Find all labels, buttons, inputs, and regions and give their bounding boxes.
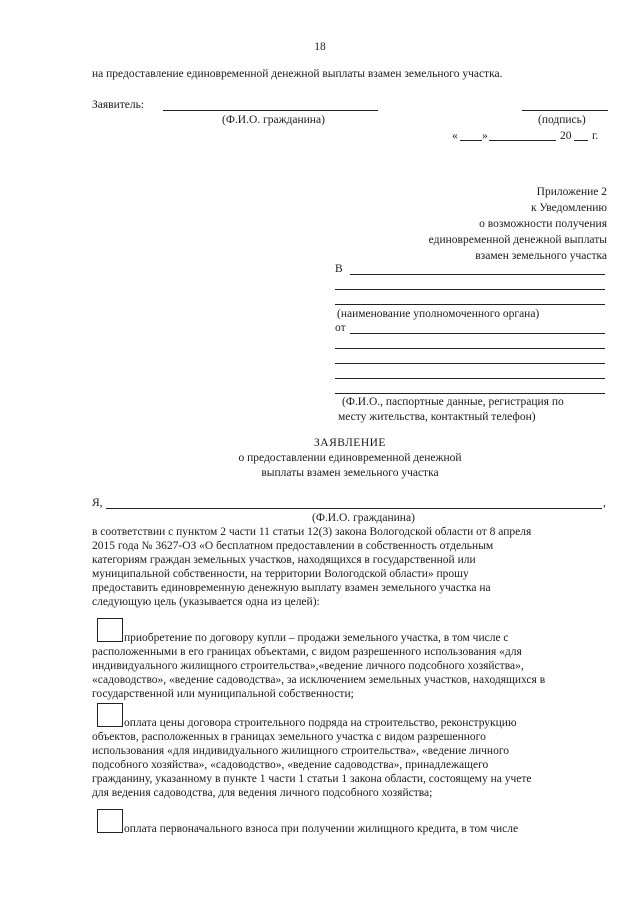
- option-line: подсобного хозяйства», «садоводство», «ведение садоводства», принадлежащего: [92, 759, 489, 771]
- applicant-details-line-2[interactable]: [335, 348, 605, 349]
- applicant-caption: (Ф.И.О. гражданина): [222, 114, 325, 126]
- signature-caption: (подпись): [538, 114, 586, 126]
- intro-line: предоставить единовременную денежную выплату взамен земельного участка на: [92, 582, 491, 594]
- option-line: государственной или муниципальной собственности;: [92, 688, 354, 700]
- option-credit-checkbox[interactable]: [97, 809, 123, 833]
- option-line: приобретение по договору купли – продажи земельного участка, в том числе с: [124, 632, 509, 644]
- option-line: оплата первоначального взноса при получении жилищного кредита, в том числе: [124, 823, 519, 835]
- intro-line: 2015 года № 3627-ОЗ «О бесплатном предоставлении в собственность отдельным: [92, 540, 494, 552]
- option-line: расположенными в его границах объектами, с видом разрешенного использования «для: [92, 646, 522, 658]
- intro-line: муниципальной собственности, на территории Вологодской области» прошу: [92, 568, 469, 580]
- i-caption: (Ф.И.О. гражданина): [312, 512, 415, 524]
- date-year-suffix: г.: [592, 130, 599, 142]
- intro-line: следующую цель (указывается одна из целей):: [92, 596, 320, 608]
- date-day-line[interactable]: [460, 140, 482, 141]
- applicant-details-line-3[interactable]: [335, 363, 605, 364]
- appendix-line-2: к Уведомлению: [530, 202, 607, 214]
- appendix-line-5: взамен земельного участка: [475, 250, 607, 262]
- date-year-prefix: 20: [560, 130, 572, 142]
- signature-line[interactable]: [522, 110, 608, 111]
- top-text: на предоставление единовременной денежной выплаты взамен земельного участка.: [92, 68, 503, 80]
- option-line: для ведения садоводства, для ведения личного подсобного хозяйства;: [92, 787, 433, 799]
- authority-line-3[interactable]: [335, 304, 605, 305]
- appendix-line-3: о возможности получения: [479, 218, 607, 230]
- option-line: использования «для индивидуального жилищного строительства», «ведение личного: [92, 745, 510, 757]
- applicant-details-line-1[interactable]: [350, 333, 605, 334]
- date-month-line[interactable]: [489, 140, 556, 141]
- option-construction-checkbox[interactable]: [97, 703, 123, 727]
- appendix-line-1: Приложение 2: [536, 186, 607, 198]
- option-line: «садоводство», «ведение садоводства», за исключением земельных участков, находящихся в: [92, 674, 546, 686]
- option-line: объектов, расположенных в границах земельного участка с видом разрешенного: [92, 731, 486, 743]
- intro-line: в соответствии с пунктом 2 части 11 статьи 12(3) закона Вологодской области от 8 апреля: [92, 526, 532, 538]
- intro-line: категориям граждан земельных участков, находящихся в государственной или: [92, 554, 476, 566]
- applicant-details-line-4[interactable]: [335, 378, 605, 379]
- option-line: гражданину, указанному в пункте 1 части 1 статьи 1 закона области, состоящему на учете: [92, 773, 532, 785]
- applicant-details-caption-2: месту жительства, контактный телефон): [338, 411, 536, 423]
- applicant-label: Заявитель:: [92, 99, 145, 111]
- option-line: оплата цены договора строительного подряда на строительство, реконструкцию: [124, 717, 517, 729]
- date-close-quote: »: [482, 130, 488, 142]
- i-name-line[interactable]: [106, 508, 602, 509]
- applicant-details-caption-1: (Ф.И.О., паспортные данные, регистрация по: [342, 396, 564, 408]
- page-number: 18: [314, 41, 326, 53]
- document-subtitle-1: о предоставлении единовременной денежной: [238, 452, 462, 464]
- from-label: от: [335, 322, 346, 334]
- applicant-details-line-5[interactable]: [335, 393, 605, 394]
- option-purchase-checkbox[interactable]: [97, 618, 123, 642]
- i-comma: ,: [603, 497, 606, 509]
- authority-caption: (наименование уполномоченного органа): [337, 308, 540, 320]
- authority-line-2[interactable]: [335, 289, 605, 290]
- date-open-quote: «: [452, 130, 458, 142]
- date-year-line[interactable]: [574, 140, 588, 141]
- appendix-line-4: единовременной денежной выплаты: [428, 234, 607, 246]
- authority-line-1[interactable]: [350, 274, 605, 275]
- option-line: индивидуального жилищного строительства»,«ведение личного подсобного хозяйства»,: [92, 660, 524, 672]
- document-title: ЗАЯВЛЕНИЕ: [314, 437, 386, 449]
- i-label: Я,: [92, 497, 103, 509]
- document-subtitle-2: выплаты взамен земельного участка: [261, 467, 439, 479]
- applicant-name-line[interactable]: [163, 110, 378, 111]
- to-label: В: [335, 263, 343, 275]
